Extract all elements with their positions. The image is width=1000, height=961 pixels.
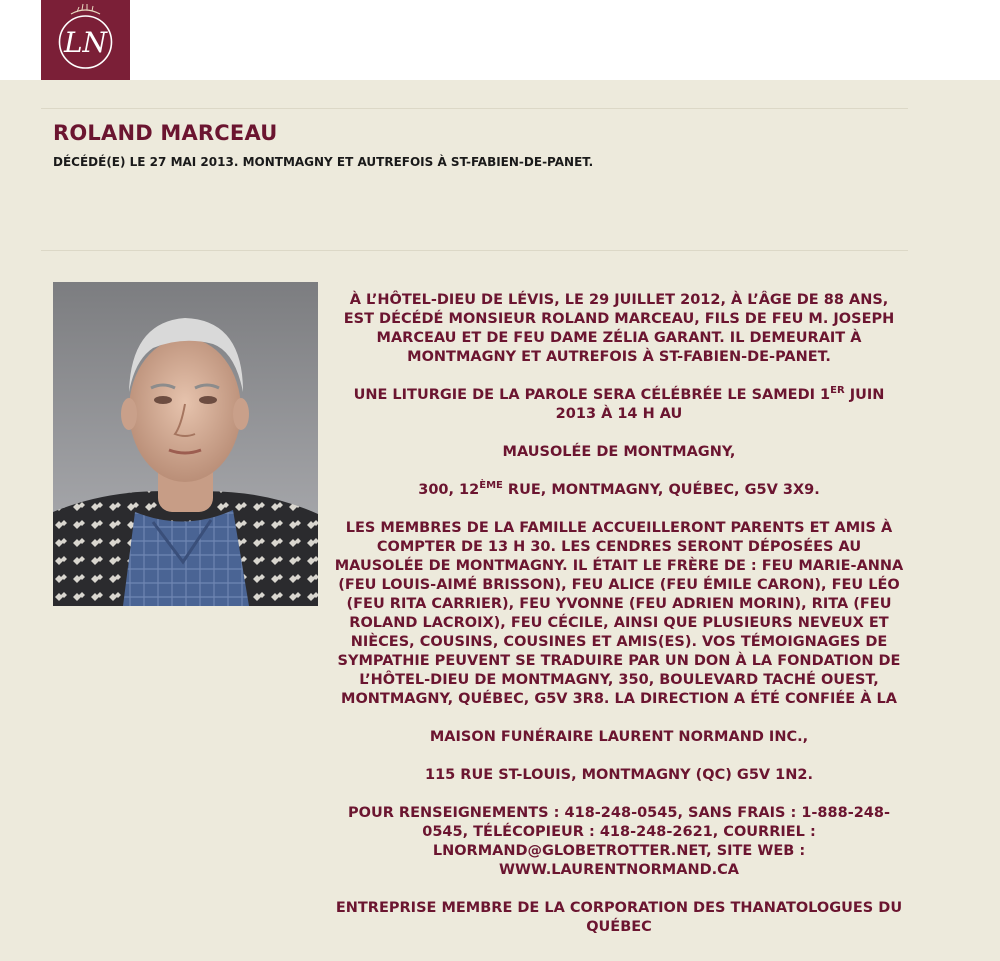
- family-notice: LES MEMBRES DE LA FAMILLE ACCUEILLERONT PARENTS ET AMIS À COMPTER DE 13 H 30. LES CENDRES SERONT DÉPOSÉES AU MAUSOLÉE DE MONTMAGNY. IL ÉTAIT LE FRÈRE DE : FEU MARIE-ANNA (FEU LOUIS-AIMÉ BRISSON), FEU ALICE (FEU ÉMILE CARON), FEU LÉO (FEU RITA CARRIER), FEU YVONNE (FEU ADRIEN MORIN), RITA (FEU ROLAND LACROIX), FEU CÉCILE, AINSI QUE PLUSIEURS NEVEUX ET NIÈCES, COUSINS, COUSINES ET AMIS(ES). VOS TÉMOIGNAGES DE SYMPATHIE PEUVENT SE TRADUIRE PAR UN DON À LA FONDATION DE L’HÔTEL-DIEU DE MONTMAGNY, 350, BOULEVARD TACHÉ OUEST, MONTMAGNY, QUÉBEC, G5V 3R8. LA DIRECTION A ÉTÉ CONFIÉE À LA: [334, 520, 904, 707]
- divider: [41, 108, 908, 109]
- liturgy-announcement: UNE LITURGIE DE LA PAROLE SERA CÉLÉBRÉE LE SAMEDI 1ER JUIN 2013 À 14 H AU: [353, 385, 885, 422]
- funeral-home-name: MAISON FUNÉRAIRE LAURENT NORMAND INC.,: [429, 729, 809, 745]
- top-bar: [0, 0, 1000, 80]
- death-announcement: À L’HÔTEL-DIEU DE LÉVIS, LE 29 JUILLET 2012, À L’ÂGE DE 88 ANS, EST DÉCÉDÉ MONSIEUR ROLAND MARCEAU, FILS DE FEU M. JOSEPH MARCEAU ET DE FEU DAME ZÉLIA GARANT. IL DEMEURAIT À MONTMAGNY ET AUTREFOIS À ST-FABIEN-DE-PANET.: [343, 292, 895, 365]
- funeral-home-address: 115 RUE ST-LOUIS, MONTMAGNY (QC) G5V 1N2.: [424, 767, 814, 783]
- site-logo[interactable]: [41, 0, 130, 80]
- contact-info[interactable]: POUR RENSEIGNEMENTS : 418-248-0545, SANS FRAIS : 1-888-248-0545, TÉLÉCOPIEUR : 418-248-2621, COURRIEL : LNORMAND@GLOBETROTTER.NET, SITE WEB : WWW.LAURENTNORMAND.CA: [347, 805, 890, 878]
- membership-note: ENTREPRISE MEMBRE DE LA CORPORATION DES THANATOLOGUES DU QUÉBEC: [335, 900, 903, 935]
- divider: [41, 250, 908, 251]
- svg-text:LN: LN: [63, 26, 108, 59]
- obituary-text: [334, 291, 904, 956]
- death-summary: DÉCÉDÉ(E) LE 27 MAI 2013. MONTMAGNY ET AUTREFOIS À ST-FABIEN-DE-PANET.: [53, 155, 594, 169]
- ceremony-address: 300, 12ÈME RUE, MONTMAGNY, QUÉBEC, G5V 3X9.: [418, 480, 820, 498]
- portrait-photo: [53, 282, 318, 606]
- ceremony-location: MAUSOLÉE DE MONTMAGNY,: [502, 444, 736, 460]
- ln-monogram-icon: [41, 0, 130, 80]
- deceased-name: ROLAND MARCEAU: [53, 121, 278, 145]
